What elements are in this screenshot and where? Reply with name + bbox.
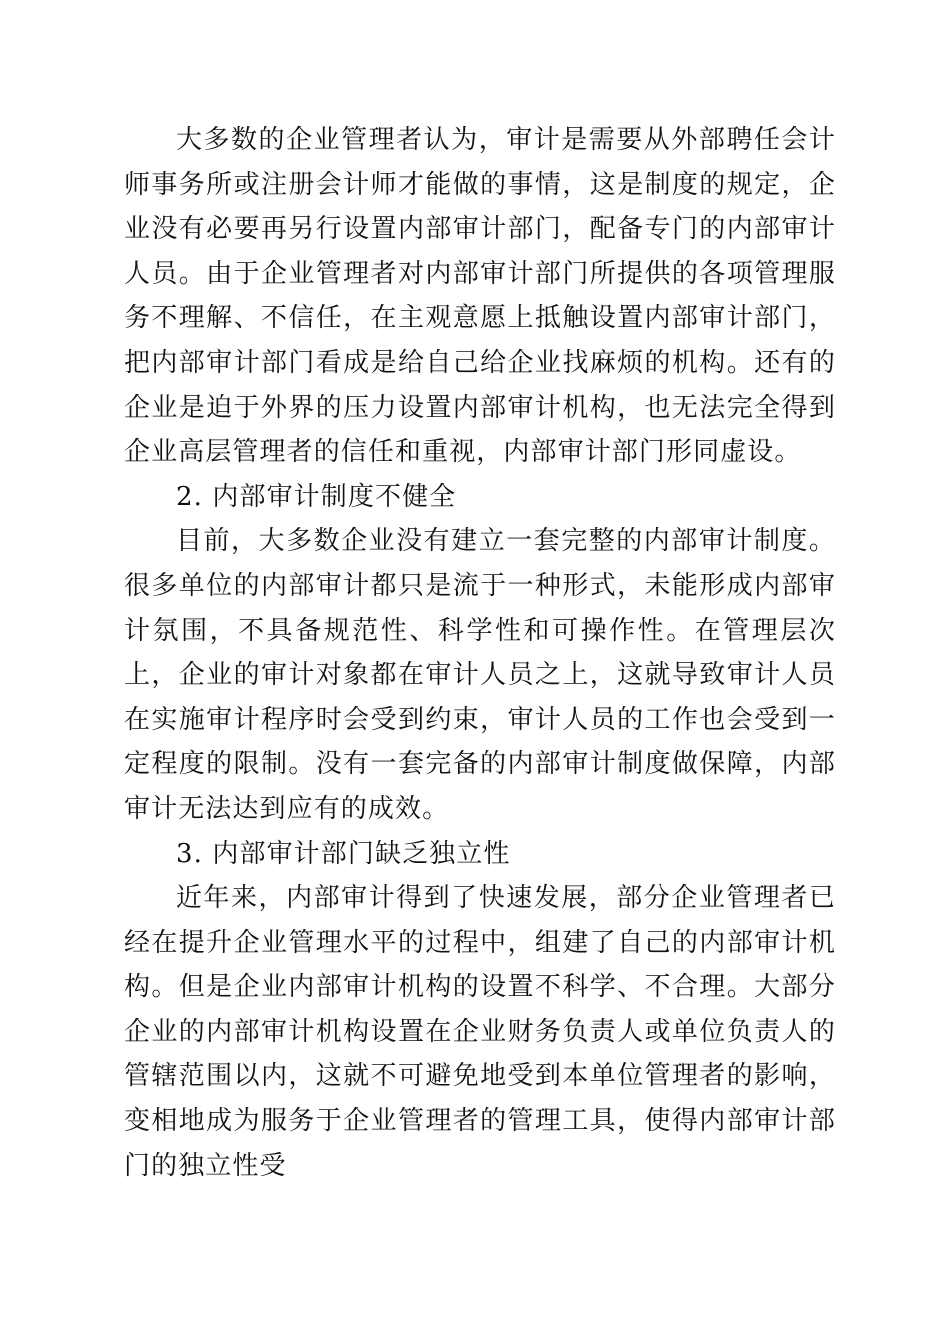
section-heading-3: 3. 内部审计部门缺乏独立性 [176, 838, 511, 869]
section-heading-2: 2. 内部审计制度不健全 [176, 481, 457, 512]
paragraph-management-perception: 大多数的企业管理者认为，审计是需要从外部聘任会计师事务所或注册会计师才能做的事情，这是制度的规定，企业没有必要再另行设置内部审计部门，配备专门的内部审计人员。由于企业管理者对内部审计部门所提供的各项管理服务不理解、不信任，在主观意愿上抵触设置内部审计部门，把内部审计部门看成是给自己给企业找麻烦的机构。还有的企业是迫于外界的压力设置内部审计机构，也无法完全得到企业高层管理者的信任和重视，内部审计部门形同虚设。 [124, 125, 836, 468]
document-body [124, 118, 836, 1188]
paragraph-audit-system: 目前，大多数企业没有建立一套完整的内部审计制度。很多单位的内部审计都只是流于一种形式，未能形成内部审计氛围，不具备规范性、科学性和可操作性。在管理层次上，企业的审计对象都在审计人员之上，这就导致审计人员在实施审计程序时会受到约束，审计人员的工作也会受到一定程度的限制。没有一套完备的内部审计制度做保障，内部审计无法达到应有的成效。 [124, 526, 836, 824]
paragraph-independence: 近年来，内部审计得到了快速发展，部分企业管理者已经在提升企业管理水平的过程中，组建了自己的内部审计机构。但是企业内部审计机构的设置不科学、不合理。大部分企业的内部审计机构设置在企业财务负责人或单位负责人的管辖范围以内，这就不可避免地受到本单位管理者的影响，变相地成为服务于企业管理者的管理工具，使得内部审计部门的独立性受 [124, 883, 836, 1181]
